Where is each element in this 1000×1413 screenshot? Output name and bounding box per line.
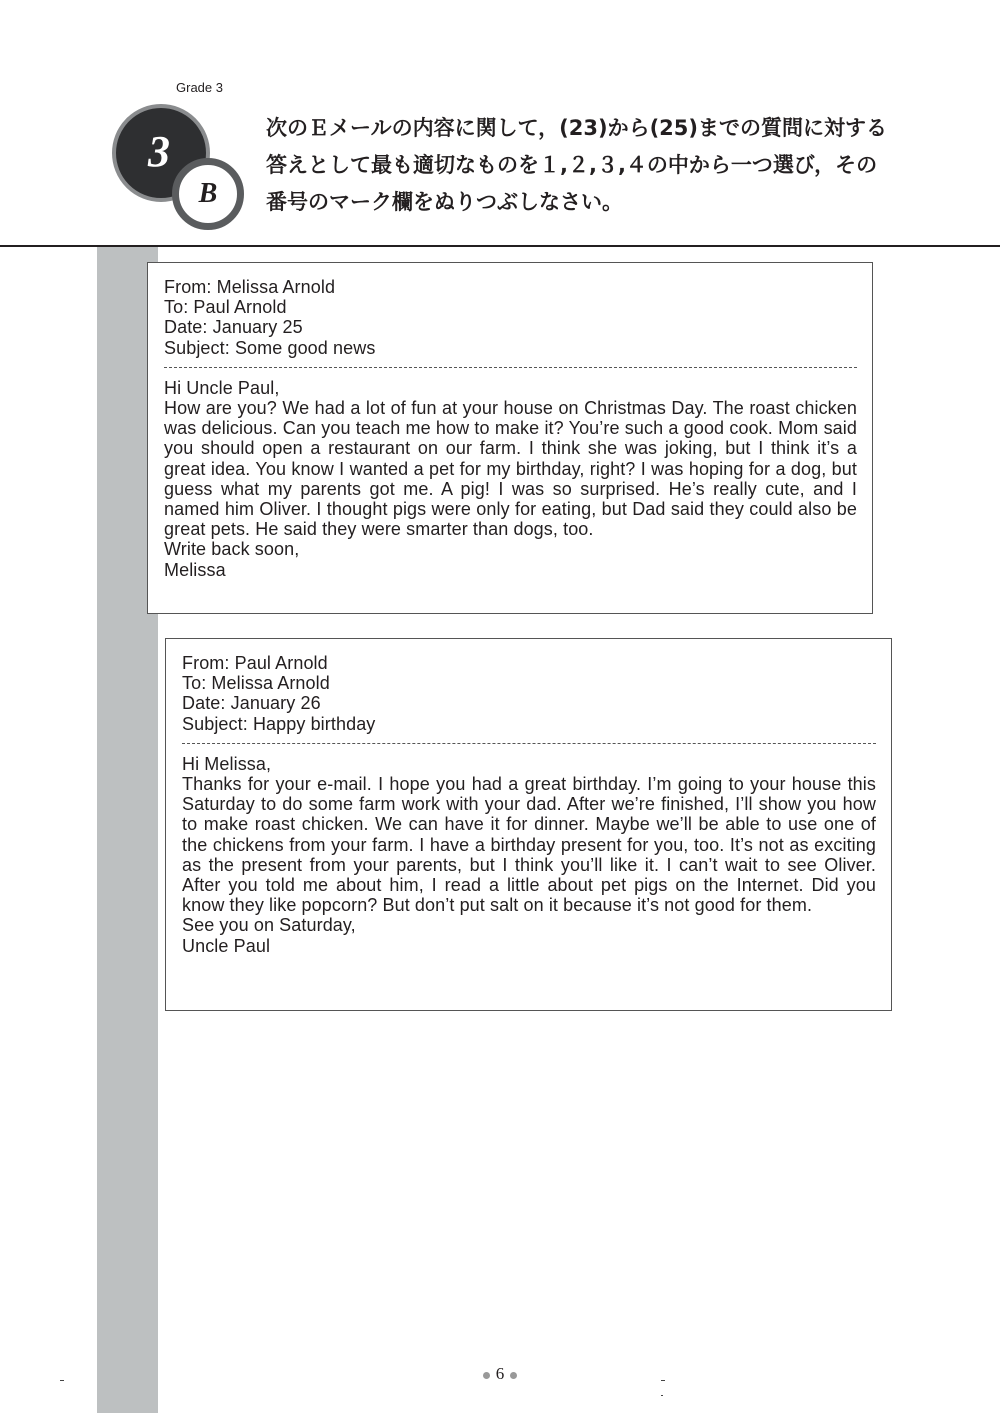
email-from: From: Melissa Arnold bbox=[164, 277, 336, 297]
email-to: To: Paul Arnold bbox=[164, 297, 287, 318]
email-signature: Uncle Paul bbox=[182, 935, 271, 956]
email-separator bbox=[182, 743, 876, 744]
email-separator bbox=[164, 367, 857, 368]
email-body: How are you? We had a lot of fun at your house on Christmas Day. The roast chicken was delicious. Can you teach me how to make it? You’re such a good cook. Mom said you should open a restaurant on our farm. I think she was joking, but I think it’s a great idea. You know I wanted a pet for my birthday, right? I was hoping for a dog, but guess what my parents got me. A pig! I was so surprised. He’s really cute, and I named him Oliver. I thought pigs were only for eating, but Dad said they could also be great pets. He said they were smarter than dogs, too. bbox=[164, 398, 857, 540]
email-greeting: Hi Melissa, bbox=[182, 753, 272, 774]
grade-label: Grade 3 bbox=[176, 80, 223, 95]
crop-mark bbox=[661, 1380, 665, 1381]
email-closing: See you on Saturday, bbox=[182, 915, 356, 936]
email-from: From: Paul Arnold bbox=[182, 653, 328, 673]
email-subject: Subject: Some good news bbox=[164, 337, 376, 358]
page-number-footer bbox=[470, 1364, 530, 1384]
email-melissa bbox=[147, 262, 873, 614]
email-closing: Write back soon, bbox=[164, 539, 300, 560]
email-paul bbox=[165, 638, 892, 1011]
bullet-dot-icon bbox=[483, 1372, 490, 1379]
section-number: 3 bbox=[148, 127, 170, 176]
email-date: Date: January 26 bbox=[182, 693, 321, 714]
section-letter: B bbox=[198, 178, 218, 209]
email-date: Date: January 25 bbox=[164, 317, 303, 338]
crop-mark bbox=[661, 1395, 663, 1396]
email-to: To: Melissa Arnold bbox=[182, 673, 330, 694]
section-letter-badge bbox=[172, 158, 244, 230]
email-subject: Subject: Happy birthday bbox=[182, 713, 376, 734]
bullet-dot-icon bbox=[510, 1372, 517, 1379]
instructions-text: 次のＥメールの内容に関して，(23)から(25)までの質問に対する答えとして最も適切なものを１,２,３,４の中から一つ選び，その番号のマーク欄をぬりつぶしなさい。 bbox=[266, 116, 887, 214]
email-body: Thanks for your e-mail. I hope you had a great birthday. I’m going to your house this Saturday to do some farm work with your dad. After we’re finished, I’ll show you how to make roast chicken. We can have it for dinner. Maybe we’ll be able to use one of the chickens from your farm. I have a birthday present for you, too. It’s not as exciting as the present from your parents, but I think you’ll like it. I can’t wait to see Oliver. After you told me about him, I read a little about pet pigs on the Internet. Did you know they like popcorn? But don’t put salt on it because it’s not good for them. bbox=[182, 774, 876, 916]
page-number: 6 bbox=[495, 1364, 505, 1383]
email-greeting: Hi Uncle Paul, bbox=[164, 377, 280, 398]
email-signature: Melissa bbox=[164, 559, 226, 580]
crop-mark bbox=[60, 1380, 64, 1381]
